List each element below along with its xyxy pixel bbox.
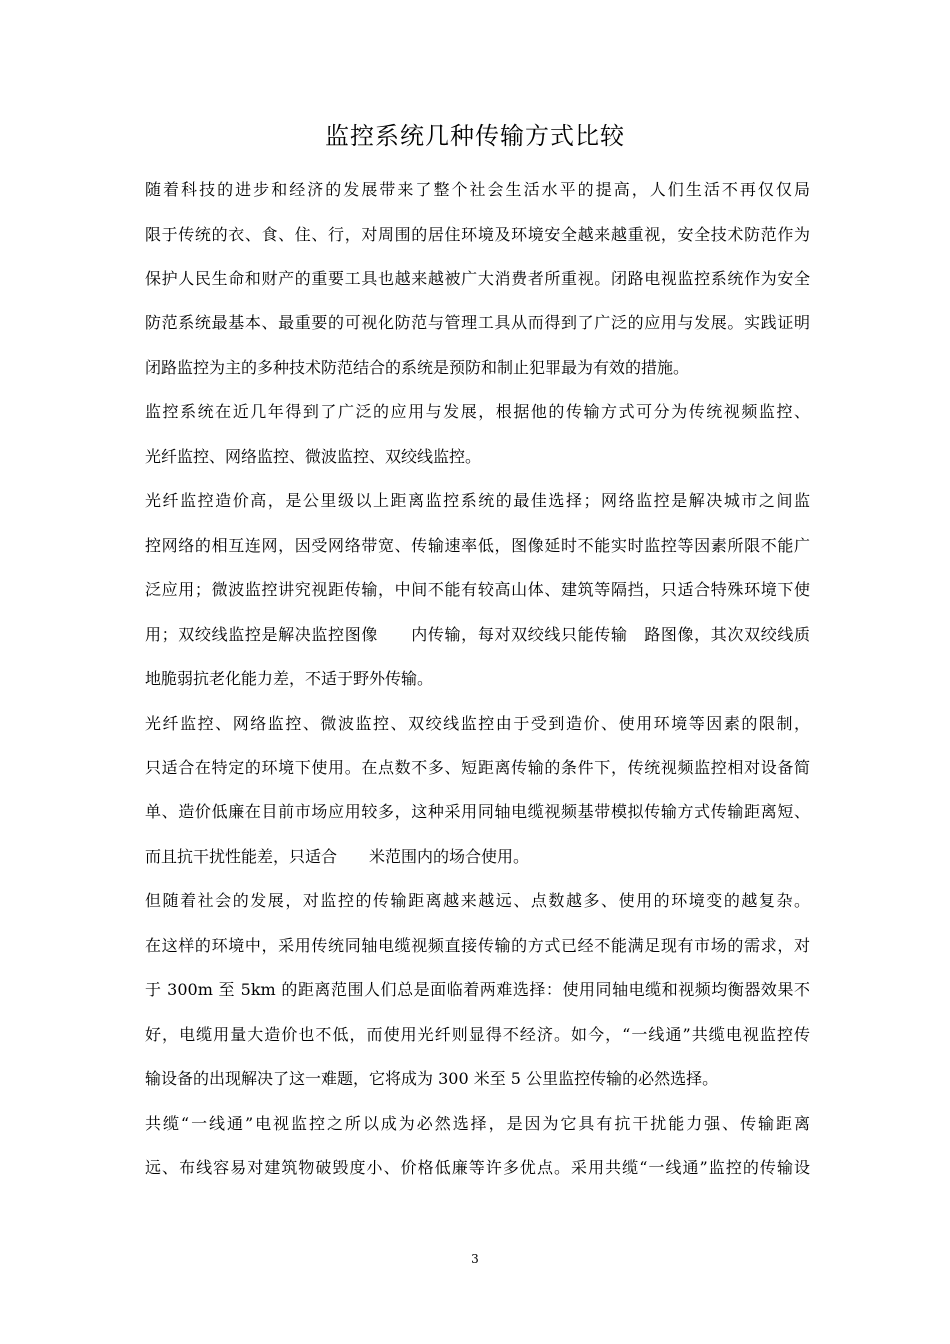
body-line: 光纤监控造价高，是公里级以上距离监控系统的最佳选择；网络监控是解决城市之间监 — [145, 491, 810, 510]
body-line: 光纤监控、网络监控、微波监控、双绞线监控由于受到造价、使用环境等因素的限制， — [145, 714, 810, 733]
body-line: 保护人民生命和财产的重要工具也越来越被广大消费者所重视。闭路电视监控系统作为安全 — [145, 269, 810, 288]
page-number: 3 — [471, 1252, 479, 1266]
body-line: 防范系统最基本、最重要的可视化防范与管理工具从而得到了广泛的应用与发展。实践证明 — [145, 313, 810, 332]
body-line: 好，电缆用量大造价也不低，而使用光纤则显得不经济。如今，“一线通”共缆电视监控传 — [145, 1025, 810, 1044]
body-line: 在这样的环境中，采用传统同轴电缆视频直接传输的方式已经不能满足现有市场的需求，对 — [145, 936, 810, 955]
body-line: 随着科技的进步和经济的发展带来了整个社会生活水平的提高，人们生活不再仅仅局 — [145, 180, 810, 199]
body-line: 监控系统在近几年得到了广泛的应用与发展，根据他的传输方式可分为传统视频监控、 — [145, 402, 810, 421]
body-line: 闭路监控为主的多种技术防范结合的系统是预防和制止犯罪最为有效的措施。 — [145, 358, 690, 377]
body-line: 光纤监控、网络监控、微波监控、双绞线监控。 — [145, 447, 482, 466]
body-line: 输设备的出现解决了这一难题，它将成为 300 米至 5 公里监控传输的必然选择。 — [145, 1069, 719, 1088]
document-title: 监控系统几种传输方式比较 — [325, 122, 625, 150]
body-line: 用；双绞线监控是解决监控图像 内传输，每对双绞线只能传输 路图像，其次双绞线质 — [145, 625, 810, 644]
body-line: 地脆弱抗老化能力差，不适于野外传输。 — [145, 669, 434, 688]
body-line: 但随着社会的发展，对监控的传输距离越来越远、点数越多、使用的环境变的越复杂。 — [145, 891, 810, 910]
body-line: 远、布线容易对建筑物破毁度小、价格低廉等许多优点。采用共缆“一线通”监控的传输设 — [145, 1158, 810, 1177]
body-line: 而且抗干扰性能差，只适合 米范围内的场合使用。 — [145, 847, 530, 866]
body-line: 单、造价低廉在目前市场应用较多，这种采用同轴电缆视频基带模拟传输方式传输距离短、 — [145, 802, 810, 821]
body-line: 限于传统的衣、食、住、行，对周围的居住环境及环境安全越来越重视，安全技术防范作为 — [145, 225, 810, 244]
body-line: 控网络的相互连网，因受网络带宽、传输速率低，图像延时不能实时监控等因素所限不能广 — [145, 536, 810, 555]
body-line: 只适合在特定的环境下使用。在点数不多、短距离传输的条件下，传统视频监控相对设备简 — [145, 758, 810, 777]
body-line: 泛应用；微波监控讲究视距传输，中间不能有较高山体、建筑等隔挡，只适合特殊环境下使 — [145, 580, 810, 599]
body-line: 共缆“一线通”电视监控之所以成为必然选择，是因为它具有抗干扰能力强、传输距离 — [145, 1114, 810, 1133]
body-line: 于 300m 至 5km 的距离范围人们总是面临着两难选择：使用同轴电缆和视频均衡器效果不 — [145, 980, 810, 999]
